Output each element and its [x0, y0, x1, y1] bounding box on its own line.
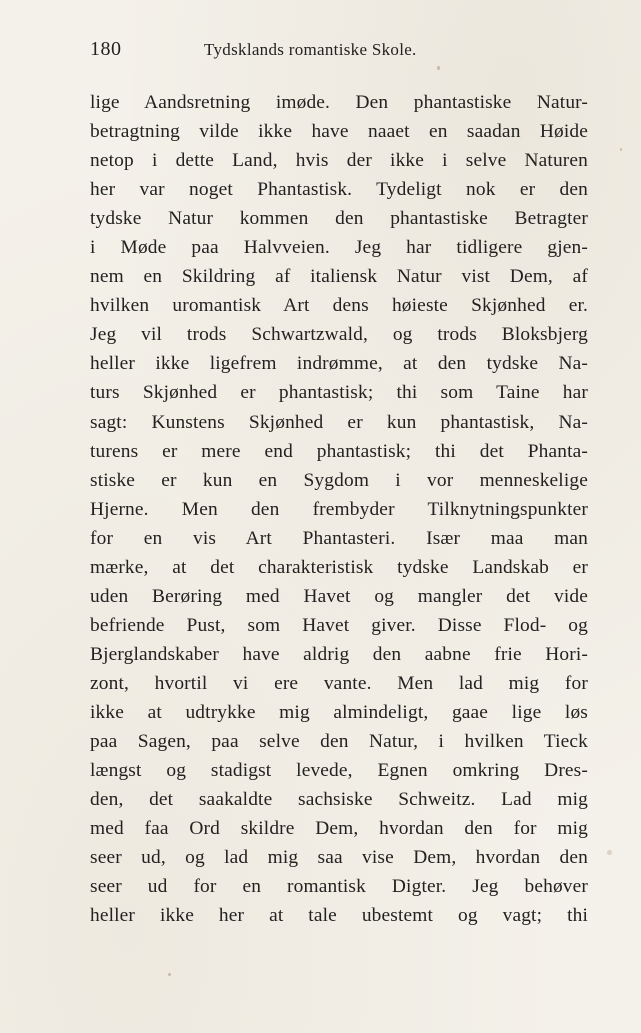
body-text [90, 88, 588, 930]
page-header [90, 38, 590, 68]
text-line: lige Aandsretning imøde. Den phantastiske Natur- [90, 92, 588, 113]
text-line: Hjerne. Men den frembyder Tilknytningspunkter [90, 498, 588, 520]
text-line: seer ud, og lad mig saa vise Dem, hvordan den [90, 847, 588, 869]
text-line: zont, hvortil vi ere vante. Men lad mig for [90, 672, 588, 694]
text-line: Bjerglandskaber have aldrig den aabne frie Hori- [90, 643, 588, 665]
text-line: sagt: Kunstens Skjønhed er kun phantastisk, Na- [90, 411, 588, 433]
running-title: Tydsklands romantiske Skole. [204, 40, 417, 59]
paper-speck [607, 850, 612, 855]
text-line: stiske er kun en Sygdom i vor menneskelige [90, 469, 588, 491]
text-line: uden Berøring med Havet og mangler det vide [90, 585, 588, 607]
text-line: med faa Ord skildre Dem, hvordan den for mig [90, 818, 588, 840]
text-line: nem en Skildring af italiensk Natur vist Dem, af [90, 266, 588, 288]
text-line: længst og stadigst levede, Egnen omkring Dres- [90, 760, 588, 782]
paper-speck [437, 66, 440, 70]
page-number: 180 [90, 38, 122, 60]
text-line: heller ikke ligefrem indrømme, at den tydske Na- [90, 353, 588, 375]
text-line: mærke, at det charakteristisk tydske Landskab er [90, 556, 588, 578]
paper-speck [620, 148, 622, 151]
text-line: paa Sagen, paa selve den Natur, i hvilken Tieck [90, 731, 588, 753]
text-line: for en vis Art Phantasteri. Især maa man [90, 527, 588, 549]
text-line: turs Skjønhed er phantastisk; thi som Taine har [90, 382, 588, 404]
text-line: seer ud for en romantisk Digter. Jeg behøver [90, 876, 588, 898]
text-line: befriende Pust, som Havet giver. Disse Flod- og [90, 614, 588, 636]
text-line: ikke at udtrykke mig almindeligt, gaae lige løs [90, 701, 588, 723]
text-line: turens er mere end phantastisk; thi det Phanta- [90, 440, 588, 462]
text-line: heller ikke her at tale ubestemt og vagt; thi [90, 905, 588, 927]
text-line: den, det saakaldte sachsiske Schweitz. Lad mig [90, 789, 588, 811]
text-line: netop i dette Land, hvis der ikke i selve Naturen [90, 150, 588, 172]
text-line: betragtning vilde ikke have naaet en saadan Høide [90, 121, 588, 143]
paper-speck [168, 973, 171, 976]
text-line: Jeg vil trods Schwartzwald, og trods Bloksbjerg [90, 324, 588, 346]
text-line: hvilken uromantisk Art dens høieste Skjønhed er. [90, 295, 588, 317]
text-line: i Møde paa Halvveien. Jeg har tidligere gjen- [90, 237, 588, 259]
text-line: her var noget Phantastisk. Tydeligt nok er den [90, 179, 588, 201]
text-line: tydske Natur kommen den phantastiske Betragter [90, 208, 588, 230]
